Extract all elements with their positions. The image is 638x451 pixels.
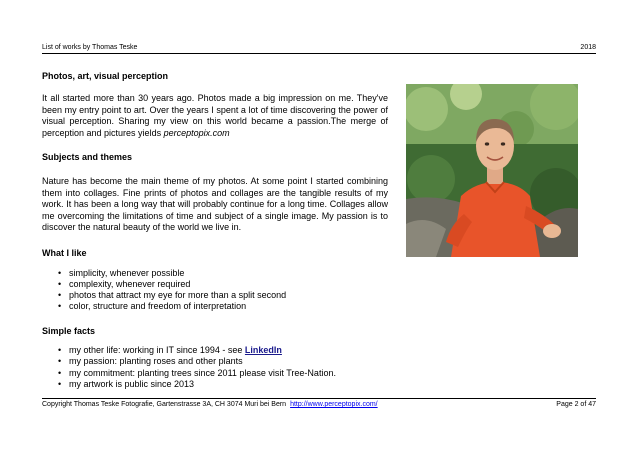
header-title: List of works by Thomas Teske [42,44,138,51]
header-year: 2018 [580,44,596,51]
section-title-photos: Photos, art, visual perception [42,71,169,81]
section-title-likes: What I like [42,248,87,259]
portrait-photo [406,84,578,257]
header-divider [42,53,596,54]
list-item: • my commitment: planting trees since 2011 please visit Tree-Nation. [42,368,388,379]
facts-list [42,345,388,390]
linkedin-link[interactable]: LinkedIn [244,345,282,356]
list-item: • color, structure and freedom of interpretation [42,301,388,312]
section-body-photos [42,93,388,139]
footer-copyright [42,401,378,408]
list-item [42,345,388,356]
likes-list [42,268,388,313]
list-item: • my passion: planting roses and other plants [42,356,388,367]
section-title-facts: Simple facts [42,325,96,336]
portrait-photo-image [406,84,578,257]
photos-text: It all started more than 30 years ago. Photos made a big impression on me. They've been my entry point to art. Over the years I spent a lot of time discovering the power of visual perception. Sharing my view on this world became a passion.The merge of perception and pictures yields [42,93,388,138]
fact-it-text: my other life: working in IT since 1994 - see [69,345,245,356]
website-link[interactable]: http://www.perceptopix.com/ [290,401,378,408]
list-item: • complexity, whenever required [42,279,388,290]
page-number: Page 2 of 47 [556,401,596,408]
footer-divider [42,398,596,399]
list-item: • photos that attract my eye for more than a split second [42,290,388,301]
list-item: • my artwork is public since 2013 [42,379,388,390]
list-item: • simplicity, whenever possible [42,268,388,279]
section-body-subjects: Nature has become the main theme of my photos. At some point I started combining them into collages. Fine prints of photos and collages are the tangible results of my work. It has been a long way that will probably continue for a long time. Collages allow me overcoming the limitations of time and subject of a single image. My passion is to discover the natural beauty of the world we live in. [42,176,388,233]
copyright-text: Copyright Thomas Teske Fotografie, Gartenstrasse 3A, CH 3074 Muri bei Bern [42,401,287,408]
main-content [42,71,388,390]
site-name: perceptopix.com [163,127,230,138]
section-title-subjects: Subjects and themes [42,152,133,163]
